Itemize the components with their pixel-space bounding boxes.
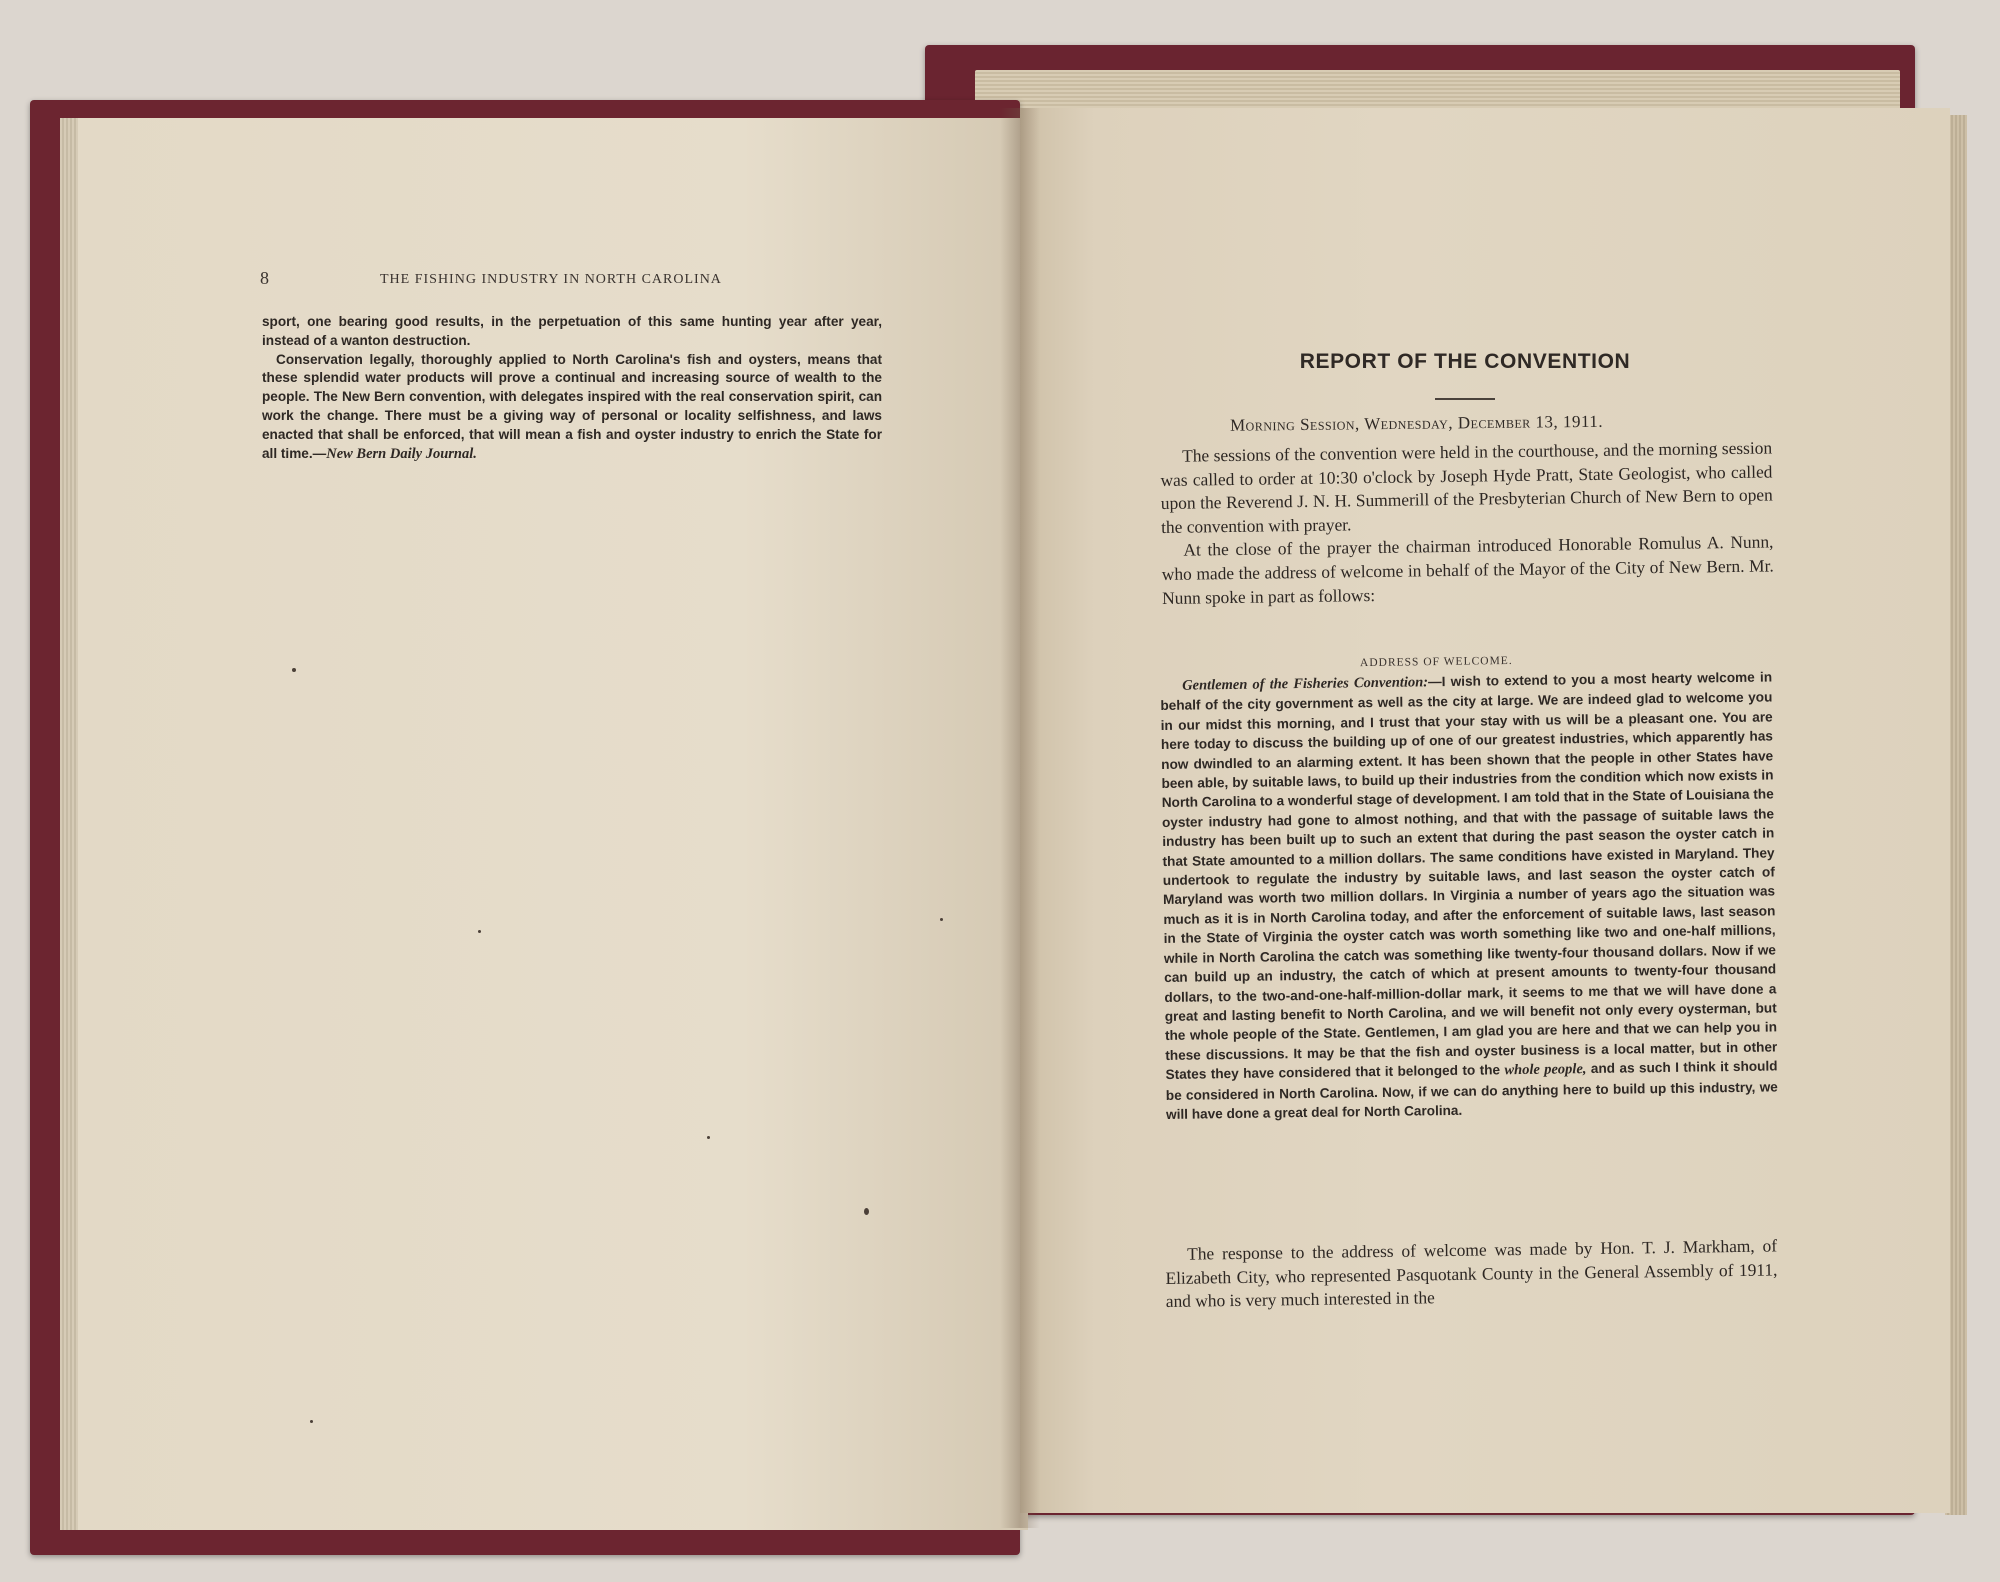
address-heading: ADDRESS OF WELCOME. xyxy=(1359,654,1513,670)
address-text-2: and as such I think it should be considered in North Carolina. Now, if we can do anything here to build up this industry, we will have done a great deal for North Carolina. xyxy=(1165,1058,1778,1122)
paper-speck xyxy=(478,930,481,933)
running-head xyxy=(260,268,880,296)
address-emphasis: whole people, xyxy=(1504,1061,1587,1079)
page-edges-left xyxy=(60,118,80,1530)
address-text-1: —I wish to extend to you a most hearty welcome in behalf of the city government as well as the city at large. We are indeed glad to welcome you in our midst this morning, and I trust that your stay with us will be a pleasant one. You are here today to discuss the building up of one of our greatest industries, which apparently has now dwindled to an alarming extent. It has been shown that the people in other States have been able, by suitable laws, to build up their industries from the condition which now exists in North Carolina to a wonderful stage of development. I am told that in the State of Louisiana the oyster industry had gone to almost nothing, and that with the passage of suitable laws the industry has been built up to such an extent that during the past season the oyster catch in that State amounted to a million dollars. The same conditions have existed in Maryland. They undertook to regulate the industry by suitable laws, and last season the oyster catch of Maryland was worth two million dollars. In Virginia a number of years ago the situation was much as it is in North Carolina today, and after the enforcement of suitable laws, last season in the State of Virginia the oyster catch was worth something like two and one-half millions, while in North Carolina the catch was something like twenty-four thousand dollars. Now if we can build up an industry, the catch of which at present amounts to twenty-four thousand dollars, to the two-and-one-half-million-dollar mark, it seems to me that we will have done a great and lasting benefit to North Carolina, and we will benefit not only every oysterman, but the whole people of the State. Gentlemen, I am glad you are here and that we can help you in these discussions. It may be that the fish and oyster business is a local matter, but in other States they have considered that it belonged to the xyxy=(1160,669,1778,1083)
left-page-body xyxy=(262,313,882,463)
title-divider xyxy=(1435,398,1495,400)
paper-speck xyxy=(707,1136,710,1139)
paper-speck xyxy=(864,1208,869,1215)
right-paragraph-1: The sessions of the convention were held in the courthouse, and the morning session was called to order at 10:30 o'clock by Joseph Hyde Pratt, State Geologist, who called upon the Reverend J. N. H. Summerill of the Presbyterian Church of New Bern to open the convention with prayer. xyxy=(1160,437,1773,537)
right-page-body xyxy=(1160,436,1774,610)
left-paragraph-2-source: New Bern Daily Journal. xyxy=(326,445,477,462)
session-heading: Morning Session, Wednesday, December 13, 1911. xyxy=(1229,411,1604,435)
page-number: 8 xyxy=(260,268,269,288)
address-of-welcome xyxy=(1160,667,1778,1124)
address-salutation: Gentlemen of the Fisheries Convention: xyxy=(1182,674,1429,694)
book-gutter xyxy=(1000,108,1040,1528)
chapter-title: REPORT OF THE CONVENTION xyxy=(1299,350,1631,373)
running-head-title: THE FISHING INDUSTRY IN NORTH CAROLINA xyxy=(380,272,722,287)
paper-speck xyxy=(292,668,296,672)
left-paragraph-1: sport, one bearing good results, in the perpetuation of this same hunting year after year, instead of a wanton destruction. xyxy=(262,314,882,348)
paper-speck xyxy=(940,918,943,921)
left-paragraph-2-text: Conservation legally, thoroughly applied to North Carolina's fish and oysters, means that these splendid water products will prove a continual and increasing source of wealth to the people. The New Bern convention, with delegates inspired with the real conservation spirit, can work the change. There must be a giving way of personal or locality selfishness, and laws enacted that shall be enforced, that will mean a fish and oyster industry to enrich the State for all time.— xyxy=(262,351,882,461)
left-paragraph-2 xyxy=(262,351,882,464)
address-paragraph xyxy=(1160,667,1778,1124)
paper-speck xyxy=(310,1420,313,1423)
right-paragraph-2: At the close of the prayer the chairman introduced Honorable Romulus A. Nunn, who made the address of welcome in behalf of the Mayor of the City of New Bern. Mr. Nunn spoke in part as follows: xyxy=(1161,531,1774,608)
response-section xyxy=(1165,1234,1778,1313)
response-paragraph: The response to the address of welcome was made by Hon. T. J. Markham, of Elizabeth City, who represented Pasquotank County in the General Assembly of 1911, and who is very much interested in the xyxy=(1165,1235,1778,1312)
page-edges-top xyxy=(975,70,1900,110)
